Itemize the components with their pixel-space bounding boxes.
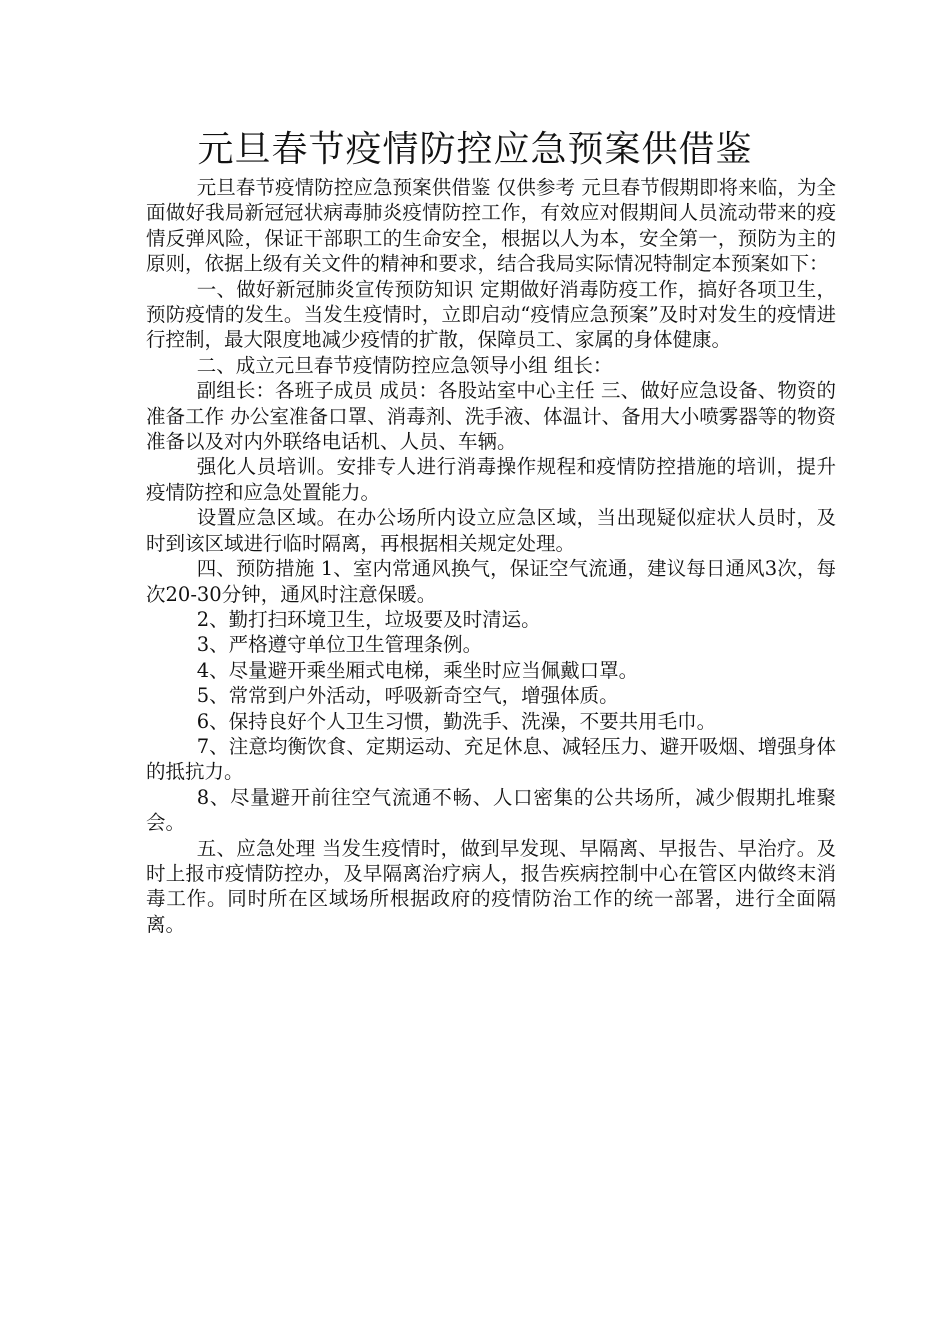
document-title: 元旦春节疫情防控应急预案供借鉴 (197, 129, 753, 170)
paragraph-section-2: 二、成立元旦春节疫情防控应急领导小组 组长： (196, 353, 613, 377)
paragraph-item-3: 3、严格遵守单位卫生管理条例。 (196, 633, 483, 657)
paragraph-section-5: 五、应急处理 当发生疫情时，做到早发现、早隔离、早报告、早治疗。及时上报市疫情防控办，及早隔离治疗病人，报告疾病控制中心在管区内做终末消毒工作。同时所在区域场所根据政府的疫情防治工作的统一部署，进行全面隔离。 (146, 836, 836, 936)
paragraph-section-1: 一、做好新冠肺炎宣传预防知识 定期做好消毒防疫工作，搞好各项卫生，预防疫情的发生。当发生疫情时，立即启动“疫情应急预案”及时对发生的疫情进行控制，最大限度地减少疫情的扩散，保障员工、家属的身体健康。 (146, 277, 836, 352)
paragraph-training: 强化人员培训。安排专人进行消毒操作规程和疫情防控措施的培训，提升疫情防控和应急处置能力。 (146, 455, 836, 504)
paragraph-emergency-area: 设置应急区域。在办公场所内设立应急区域，当出现疑似症状人员时，及时到该区域进行临时隔离，再根据相关规定处理。 (146, 506, 836, 555)
paragraph-section-4: 四、预防措施 1、室内常通风换气，保证空气流通，建议每日通风3次，每次20-30分钟，通风时注意保暖。 (146, 557, 836, 606)
paragraph-item-7: 7、注意均衡饮食、定期运动、充足休息、减轻压力、避开吸烟、增强身体的抵抗力。 (146, 734, 836, 784)
paragraph-section-3: 副组长：各班子成员 成员：各股站室中心主任 三、做好应急设备、物资的准备工作 办公室准备口罩、消毒剂、洗手液、体温计、备用大小喷雾器等的物资准备以及对内外联络电话机、人员、车辆。 (146, 379, 836, 454)
paragraph-item-8: 8、尽量避开前往空气流通不畅、人口密集的公共场所，减少假期扎堆聚会。 (146, 785, 836, 835)
paragraph-item-4: 4、尽量避开乘坐厢式电梯，乘坐时应当佩戴口罩。 (196, 658, 639, 682)
document-body (146, 175, 836, 937)
paragraph-item-5: 5、常常到户外活动，呼吸新奇空气，增强体质。 (196, 684, 619, 708)
paragraph-intro: 元旦春节疫情防控应急预案供借鉴 仅供参考 元旦春节假期即将来临，为全面做好我局新冠冠状病毒肺炎疫情防控工作，有效应对假期间人员流动带来的疫情反弹风险，保证干部职工的生命安全，根据以人为本，安全第一，预防为主的原则，依据上级有关文件的精神和要求，结合我局实际情况特制定本预案如下： (146, 176, 836, 276)
paragraph-item-6: 6、保持良好个人卫生习惯，勤洗手、洗澡，不要共用毛巾。 (196, 709, 717, 733)
paragraph-item-2: 2、勤打扫环境卫生，垃圾要及时清运。 (196, 607, 541, 631)
